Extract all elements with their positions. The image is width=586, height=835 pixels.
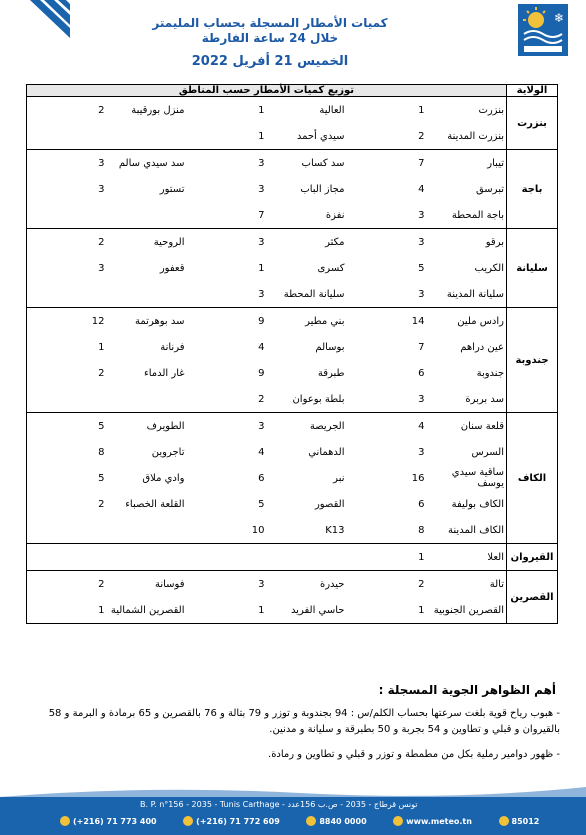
rainfall-value-cell: 6 [258, 472, 265, 484]
rainfall-value-cell: 9 [258, 367, 265, 379]
station-name-cell: الكاف بوليفة [427, 491, 507, 517]
governorate-header: الولاية [507, 85, 558, 97]
station-name-cell: قلعة سنان [427, 413, 507, 440]
rainfall-value-cell: 1 [347, 97, 427, 124]
footer-fax-item: (+216) 71 772 609 [183, 817, 280, 826]
rainfall-value-cell: 1 [98, 604, 105, 616]
table-row [27, 360, 558, 386]
footer-web-item [393, 817, 472, 826]
station-name-cell: قعفور [159, 262, 185, 274]
rainfall-value-cell: 1 [98, 341, 105, 353]
station-name-cell: بنزرت المدينة [427, 123, 507, 150]
rainfall-value-cell: 4 [258, 446, 265, 458]
station-name-cell: بلطة بوعوان [292, 393, 345, 405]
table-row [27, 176, 558, 202]
rainfall-value-cell: 2 [98, 498, 105, 510]
rainfall-value-cell: 1 [258, 262, 265, 274]
rainfall-value-cell [27, 517, 107, 544]
rainfall-value-cell: 1 [258, 604, 265, 616]
rainfall-value-cell: 3 [98, 183, 105, 195]
table-row [27, 229, 558, 256]
footer [0, 797, 586, 835]
rainfall-value-cell: 3 [187, 413, 267, 440]
rainfall-value-cell: 2 [98, 367, 105, 379]
rainfall-value-cell: 1 [418, 604, 425, 616]
table-row [27, 413, 558, 440]
table-row [27, 571, 558, 598]
report-subtitle: خلال 24 ساعة الفارطة [201, 31, 339, 45]
table-row [27, 202, 558, 229]
rainfall-value-cell: 5 [98, 472, 105, 484]
station-name-cell: باجة المحطة [427, 202, 507, 229]
rainfall-value-cell: 1 [347, 544, 427, 571]
station-name-cell: الكريب [427, 255, 507, 281]
rainfall-value-cell: 3 [98, 262, 105, 274]
rainfall-value-cell: 2 [27, 571, 107, 598]
station-name-cell: وادي ملاق [142, 472, 185, 484]
rainfall-value-cell: 4 [347, 413, 427, 440]
station-name-cell: سد سيدي سالم [107, 150, 187, 177]
station-name-cell: حاسي الفريد [290, 604, 345, 616]
rainfall-value-cell: 9 [187, 308, 267, 335]
station-name-cell: نفزة [325, 209, 345, 221]
station-name-cell: الجريصة [267, 413, 347, 440]
station-name-cell: تستور [159, 183, 185, 195]
table-body [27, 97, 558, 624]
governorate-cell: بنزرت [507, 97, 558, 150]
rainfall-value-cell: 5 [418, 262, 425, 274]
station-name-cell: القصور [314, 498, 345, 510]
rainfall-value-cell: 7 [418, 341, 425, 353]
station-name-cell [107, 281, 187, 308]
station-name-cell: تالة [427, 571, 507, 598]
rainfall-value-cell: 16 [411, 472, 425, 484]
station-name-cell: برقو [427, 229, 507, 256]
station-name-cell: سليانة المدينة [427, 281, 507, 308]
table-row [27, 281, 558, 308]
station-name-cell [267, 544, 347, 571]
table-row [27, 491, 558, 517]
governorate-cell: باجة [507, 150, 558, 229]
web-icon [393, 816, 403, 826]
fax-icon [183, 816, 193, 826]
green-number-icon [306, 816, 316, 826]
report-title: كميات الأمطار المسجلة بحساب المليمتر [152, 16, 388, 30]
footer-green-item: 8840 0000 [306, 817, 366, 826]
footer-sms-item: 85012 [499, 817, 540, 826]
station-name-cell [107, 202, 187, 229]
rainfall-value-cell [27, 123, 107, 150]
table-row [27, 334, 558, 360]
station-name-cell [107, 544, 187, 571]
station-name-cell: الكاف المدينة [427, 517, 507, 544]
station-name-cell: رادس ملين [427, 308, 507, 335]
rainfall-value-cell: 1 [187, 97, 267, 124]
station-name-cell: مكثر [267, 229, 347, 256]
rainfall-value-cell [27, 281, 107, 308]
rainfall-value-cell: 3 [418, 446, 425, 458]
station-name-cell: بنزرت [427, 97, 507, 124]
distribution-header: توزيع كميات الأمطار حسب المناطق [27, 85, 507, 97]
phenomena-item: - هبوب رياح قوية بلغت سرعتها بحساب الكلم/س : 94 بجندوبة و توزر و 79 بتالة و 76 بالقصرين و 65 برمادة و البرمة و 58 بالقيروان و قبلي و تطاوين و 54 بجربة و 50 بطبرقة و سليانة و مدنين. [48, 708, 560, 735]
rainfall-value-cell [27, 386, 107, 413]
station-name-cell [107, 386, 187, 413]
rainfall-value-cell: 4 [418, 183, 425, 195]
rainfall-value-cell: 3 [347, 229, 427, 256]
table-row [27, 517, 558, 544]
table-row [27, 150, 558, 177]
station-name-cell: الطويرف [107, 413, 187, 440]
station-name-cell: القلعة الخصباء [125, 498, 185, 510]
station-name-cell: كسرى [317, 262, 345, 274]
table-row [27, 255, 558, 281]
station-name-cell: K13 [325, 524, 345, 536]
station-name-cell: القصرين الجنوبية [427, 597, 507, 624]
station-name-cell [107, 123, 187, 150]
station-name-cell: بوسالم [315, 341, 345, 353]
rainfall-value-cell: 3 [258, 288, 265, 300]
phone-icon [60, 816, 70, 826]
station-name-cell: سليانة المحطة [283, 288, 345, 300]
station-name-cell: سد كساب [267, 150, 347, 177]
station-name-cell: تيبار [427, 150, 507, 177]
station-name-cell: تبرسق [427, 176, 507, 202]
governorate-cell: القصرين [507, 571, 558, 624]
sms-icon [499, 816, 509, 826]
rainfall-value-cell: 2 [27, 229, 107, 256]
rainfall-value-cell: 2 [418, 130, 425, 142]
station-name-cell: الروحية [107, 229, 187, 256]
table-row [27, 544, 558, 571]
rainfall-value-cell: 6 [418, 498, 425, 510]
rainfall-value-cell: 4 [258, 341, 265, 353]
rainfall-value-cell: 2 [258, 393, 265, 405]
table-row [27, 597, 558, 624]
rainfall-value-cell: 12 [27, 308, 107, 335]
rainfall-value-cell: 3 [187, 571, 267, 598]
governorate-cell: القيروان [507, 544, 558, 571]
station-name-cell: العلا [427, 544, 507, 571]
table-row [27, 386, 558, 413]
phenomena-title: أهم الظواهر الجوية المسجلة : [378, 683, 556, 697]
rainfall-value-cell: 3 [418, 209, 425, 221]
rainfall-value-cell: 8 [98, 446, 105, 458]
rainfall-value-cell: 3 [187, 229, 267, 256]
rainfall-value-cell: 2 [347, 571, 427, 598]
rainfall-value-cell: 6 [418, 367, 425, 379]
rainfall-value-cell [187, 544, 267, 571]
footer-phone-item: (+216) 71 773 400 [60, 817, 157, 826]
footer-address: B. P. n°156 - 2035 - Tunis Carthage - تونس قرطاج - 2035 - ص.ب 156عدد [140, 800, 418, 809]
station-name-cell: فرنانة [160, 341, 185, 353]
rainfall-value-cell: 5 [27, 413, 107, 440]
station-name-cell: العالية [267, 97, 347, 124]
rainfall-value-cell: 7 [258, 209, 265, 221]
station-name-cell [107, 517, 187, 544]
rainfall-value-cell: 1 [258, 130, 265, 142]
rainfall-value-cell: 10 [251, 524, 265, 536]
rainfall-value-cell: 3 [187, 150, 267, 177]
rainfall-value-cell: 2 [27, 97, 107, 124]
station-name-cell: طبرقة [317, 367, 345, 379]
station-name-cell: سد بربرة [427, 386, 507, 413]
rainfall-value-cell: 3 [258, 183, 265, 195]
rainfall-value-cell: 14 [347, 308, 427, 335]
rainfall-value-cell [27, 202, 107, 229]
station-name-cell: الدهماني [308, 446, 345, 458]
governorate-cell: جندوبة [507, 308, 558, 413]
station-name-cell: بني مطير [267, 308, 347, 335]
decorative-stripes [0, 0, 70, 40]
station-name-cell: مجاز الباب [300, 183, 345, 195]
station-name-cell: السرس [427, 439, 507, 465]
rainfall-value-cell: 7 [347, 150, 427, 177]
station-name-cell: سيدي أحمد [296, 130, 345, 142]
phenomena-item: - ظهور دوامير رملية بكل من مطمطة و توزر و قبلي و تطاوين و رمادة. [268, 749, 560, 760]
table-row [27, 97, 558, 124]
rainfall-table [26, 84, 558, 624]
report-date: الخميس 21 أفريل 2022 [191, 54, 349, 69]
rainfall-value-cell: 5 [258, 498, 265, 510]
governorate-cell: سليانة [507, 229, 558, 308]
station-name-cell: منزل بورقيبة [107, 97, 187, 124]
rainfall-value-cell: 8 [418, 524, 425, 536]
table-row [27, 439, 558, 465]
rainfall-value-cell: 3 [418, 288, 425, 300]
meteo-logo [518, 4, 568, 56]
rainfall-value-cell [27, 544, 107, 571]
station-name-cell: جندوبة [427, 360, 507, 386]
table-row [27, 123, 558, 150]
governorate-cell: الكاف [507, 413, 558, 544]
station-name-cell: نبر [333, 472, 345, 484]
station-name-cell: غار الدماء [144, 367, 185, 379]
rainfall-value-cell: 3 [418, 393, 425, 405]
rainfall-value-cell: 3 [27, 150, 107, 177]
website-link[interactable]: www.meteo.tn [406, 816, 472, 826]
station-name-cell: حيدرة [267, 571, 347, 598]
svg-text:❄: ❄ [554, 11, 565, 25]
station-name-cell: سد بوهرتمة [107, 308, 187, 335]
station-name-cell: فوسانة [107, 571, 187, 598]
station-name-cell: عين دراهم [427, 334, 507, 360]
station-name-cell: تاجروين [151, 446, 185, 458]
station-name-cell: ساقية سيدي يوسف [427, 465, 507, 491]
station-name-cell: القصرين الشمالية [110, 604, 185, 616]
table-row [27, 308, 558, 335]
table-row [27, 465, 558, 491]
